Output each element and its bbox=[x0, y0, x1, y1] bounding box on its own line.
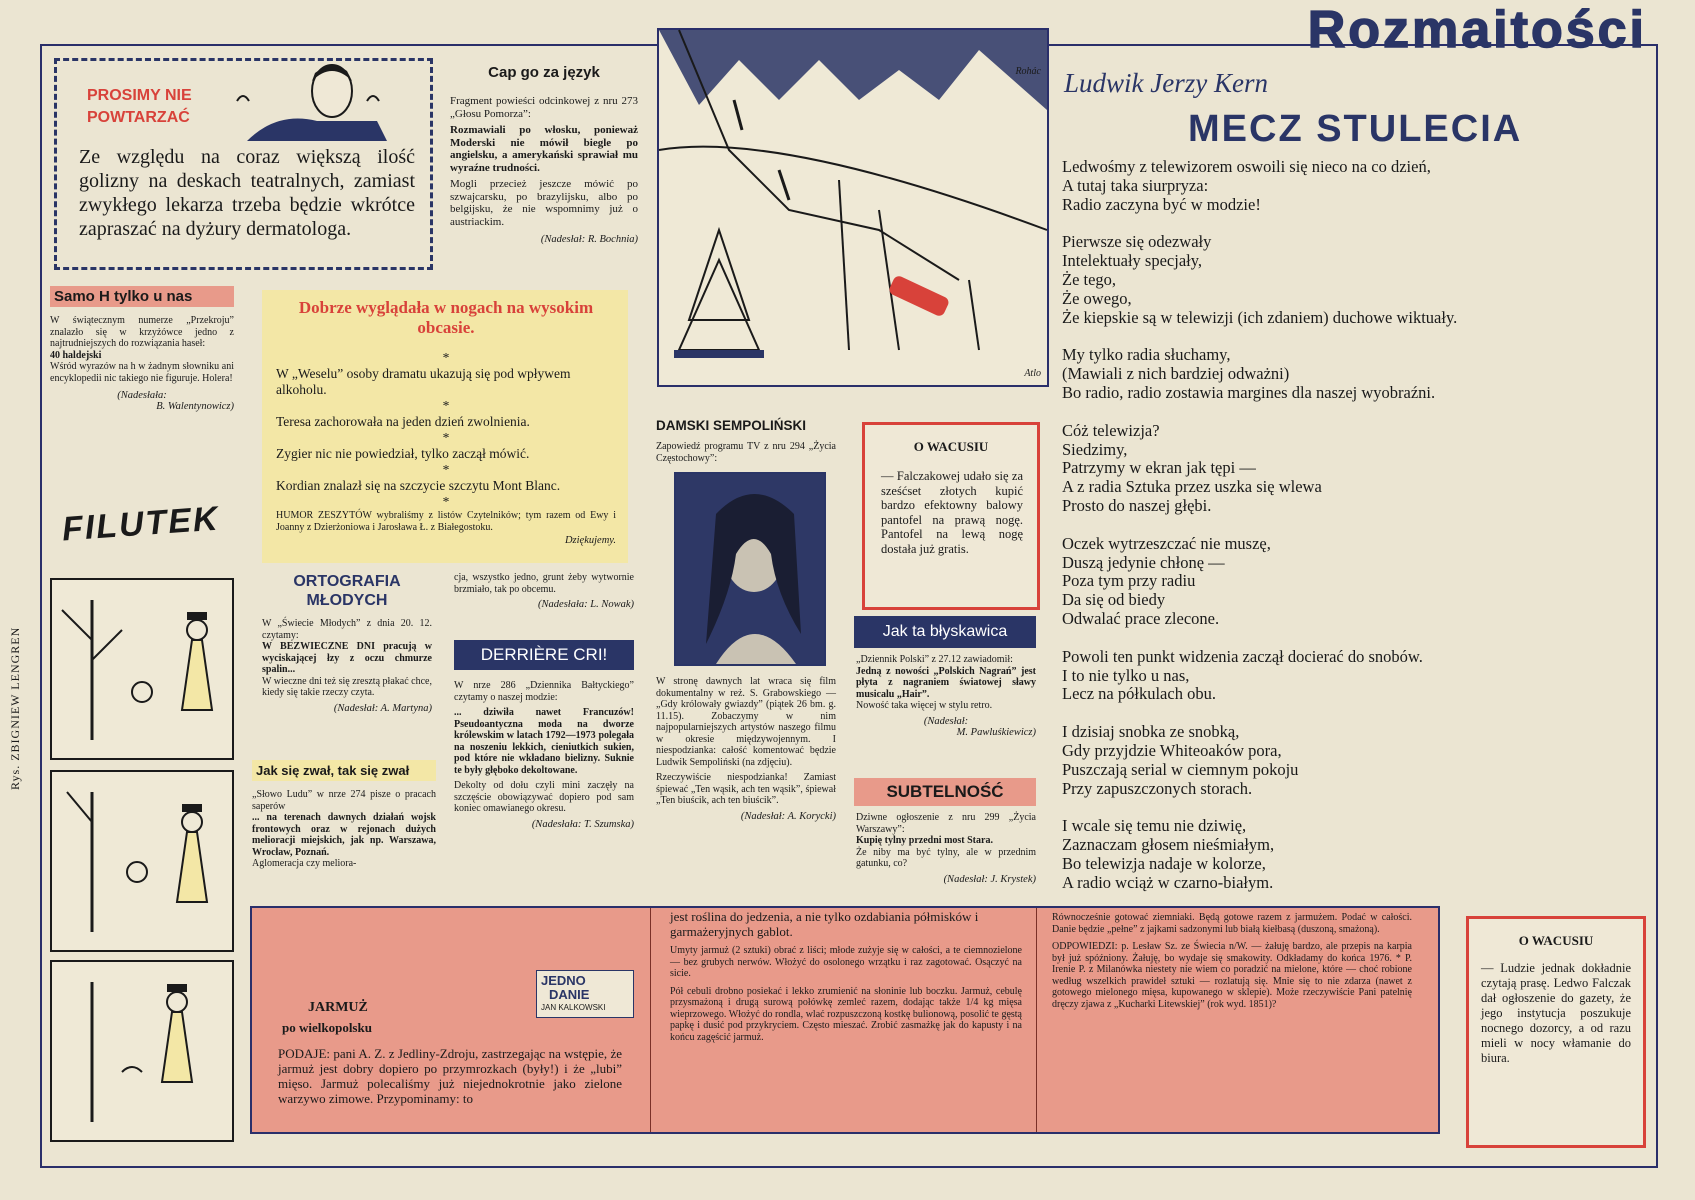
blyskawica-credit-1: (Nadesłał: bbox=[923, 715, 969, 727]
derriere-body: ... dziwiła nawet Francuzów! Pseudoantyczna moda na dworze królewskim w latach 1792—1973 polegała na noszeniu lekkich, cieniutkich sukien, pod które nie wkładano bielizny. Suknie te były głęboko dekoltowane. bbox=[454, 707, 634, 776]
dobrze-items bbox=[276, 350, 616, 549]
poem-line: Gdy przyjdzie Whiteoaków pora, bbox=[1062, 740, 1282, 760]
poem-line: Siedzimy, bbox=[1062, 439, 1128, 459]
ortografia-section bbox=[262, 572, 432, 714]
kern-poem bbox=[1062, 158, 1602, 893]
samo-text-2: Wśród wyrazów na h w żadnym słowniku ani encyklopedii nic takiego nie figuruje. Holera! bbox=[50, 361, 234, 384]
damski-title: DAMSKI SEMPOLIŃSKI bbox=[656, 418, 807, 433]
stanza bbox=[1062, 723, 1602, 798]
wacus-box-2 bbox=[1466, 916, 1646, 1148]
jarmuz-box bbox=[250, 906, 1440, 1134]
ski-lift-drawing bbox=[659, 30, 1047, 385]
cap-section bbox=[450, 64, 638, 245]
samo-credit-1: (Nadesłała: bbox=[117, 390, 167, 401]
damski-credit: (Nadesłał: A. Korycki) bbox=[740, 810, 836, 822]
blyskawica-section bbox=[856, 654, 1036, 738]
jarmuz-title: JARMUŻ bbox=[308, 1000, 368, 1015]
star-divider: * bbox=[442, 398, 450, 413]
dobrze-footer: HUMOR ZESZYTÓW wybraliśmy z listów Czytelników; tym razem od Ewy i Joanny z Dzierżoniowa i Jarosława Ł. z Białegostoku. bbox=[276, 510, 616, 533]
comic-drawing bbox=[52, 580, 232, 758]
poem-line: My tylko radia słuchamy, bbox=[1062, 345, 1231, 365]
derriere-credit: (Nadesłała: T. Szumska) bbox=[531, 818, 634, 830]
subtelnosc-section bbox=[856, 812, 1036, 885]
blyskawica-credit-2: M. Pawluśkiewicz) bbox=[956, 726, 1036, 738]
blyskawica-body: Jedną z nowości „Polskich Nagrań” jest płyta z nagraniem światowej sławy musicalu „Hair”. bbox=[856, 665, 1036, 700]
subtelnosc-text: Że niby ma być tylny, ale w przednim gatunku, co? bbox=[856, 846, 1036, 869]
poem-line: Duszą jedynie chłonę — bbox=[1062, 552, 1225, 572]
side-credit: Rys. ZBIGNIEW LENGREN bbox=[8, 626, 22, 790]
dobrze-item: Kordian znalazł się na szczycie szczytu Mont Blanc. bbox=[276, 478, 561, 493]
cap-body-2: Mogli przecież jeszcze mówić po szwajcarsku, po brazylijsku, albo po belgijsku, że nie wspomnimy już o austriackim. bbox=[450, 178, 638, 228]
kern-author: Ludwik Jerzy Kern bbox=[1064, 68, 1268, 98]
wacus-box-1 bbox=[862, 422, 1040, 610]
poem-line: Intelektuały specjały, bbox=[1062, 251, 1203, 271]
poem-line: Puszczają serial w ciemnym pokoju bbox=[1062, 759, 1299, 779]
poem-line: A radio wciąż w czarno-białym. bbox=[1062, 872, 1274, 892]
damski-text-2: Rzeczywiście niespodzianka! Zamiast śpiewać „Ten wąsik, ach ten wąsik”, śpiewał „Ten biuścik, ach ten biuścik”. bbox=[656, 772, 836, 806]
jak-zwal-tail: Aglomeracja czy meliora- bbox=[252, 858, 357, 869]
poem-line: Prosto do naszej głębi. bbox=[1062, 495, 1212, 515]
jarmuz-col2-intro: jest roślina do jedzenia, a nie tylko ozdabiania półmisków i garmażeryjnych gablot. bbox=[670, 909, 979, 939]
prosimy-title-1: PROSIMY NIE bbox=[87, 87, 192, 104]
poem-line: Odwalać prace zlecone. bbox=[1062, 608, 1220, 628]
illustration-signature-bottom: Atlo bbox=[1024, 368, 1041, 379]
ortografia-continuation bbox=[454, 572, 634, 610]
prosimy-title-2: POWTARZAĆ bbox=[87, 109, 190, 126]
samo-text-1: W świątecznym numerze „Przekroju” znalazło się w krzyżówce jedno z najtrudniejszych do rozwiązania haseł: bbox=[50, 315, 234, 349]
prosimy-text: Ze względu na coraz większą ilość golizny na deskach teatralnych, zamiast zwykłego lekarza trzeba będzie wkrótce zapraszać na dyżury dermatologa. bbox=[79, 146, 415, 240]
poem-line: Da się od biedy bbox=[1062, 590, 1166, 610]
prosimy-box bbox=[54, 58, 433, 270]
comic-panel-1 bbox=[50, 578, 234, 760]
stanza bbox=[1062, 422, 1602, 516]
comic-panel-3 bbox=[50, 960, 234, 1142]
poem-line: I dzisiaj snobka ze snobką, bbox=[1062, 722, 1240, 742]
stanza bbox=[1062, 346, 1602, 402]
poem-line: Oczek wytrzeszczać nie muszę, bbox=[1062, 533, 1271, 553]
poem-line: Lecz na półkulach obu. bbox=[1062, 684, 1216, 704]
jak-zwal-title: Jak się zwał, tak się zwał bbox=[252, 760, 436, 781]
jak-zwal-section bbox=[252, 760, 436, 870]
damski-section bbox=[656, 418, 836, 822]
derriere-text: Dekolty od dołu czyli mini zaczęły na szczęście obowiązywać dopiero pod sam koniec omawianego okresu. bbox=[454, 780, 634, 814]
poem-line: Przy zapuszczonych storach. bbox=[1062, 778, 1253, 798]
jarmuz-col-2 bbox=[670, 910, 1022, 1043]
star-divider: * bbox=[442, 350, 450, 365]
derriere-intro: W nrze 286 „Dziennika Bałtyckiego” czytamy o naszej modzie: bbox=[454, 680, 634, 703]
poem-line: A z radia Sztuka przez uszka się wlewa bbox=[1062, 477, 1322, 497]
illustration-signature-top: Rohác bbox=[1015, 66, 1041, 77]
subtelnosc-title: SUBTELNOŚĆ bbox=[854, 778, 1036, 806]
stanza bbox=[1062, 817, 1602, 892]
samo-credit-2: B. Walentynowicz) bbox=[156, 401, 234, 412]
ortografia-quote: W BEZWIECZNE DNI pracują w wyciskającej łzy z oczu chmurze spalin... bbox=[262, 641, 432, 675]
comic-drawing bbox=[52, 962, 232, 1140]
poem-line: Że tego, bbox=[1062, 269, 1117, 289]
stanza bbox=[1062, 535, 1602, 629]
wacus-text-2: — Ludzie jednak dokładnie czytają prasę. Ledwo Falczak dał ogłoszenie do gazety, że jego instytucja poszukuje nocnego dozorcy, a od razu mieli w nocy włamanie do biura. bbox=[1481, 961, 1631, 1065]
ortografia-credit: (Nadesłał: A. Martyna) bbox=[333, 702, 432, 714]
poem-line: (Mawiali z nich bardziej odważni) bbox=[1062, 364, 1290, 384]
logo-line-1: JEDNO bbox=[541, 973, 586, 988]
damski-text-1: W stronę dawnych lat wraca się film dokumentalny w reż. S. Grabowskiego — „Gdy królowały gwiazdy” (piątek 26 bm. g. 11.15). Zobaczymy w nim najpopularniejszych artystów naszego filmu w okresie międzywojennym. I niespodzianka: całość komentować będzie Ludwik Sempoliński (na zdjęciu). bbox=[656, 676, 836, 768]
poem-line: Radio zaczyna być w modzie! bbox=[1062, 194, 1261, 214]
logo-line-2: DANIE bbox=[549, 987, 590, 1002]
poem-line: I to nie tylko u nas, bbox=[1062, 665, 1190, 685]
poem-line: Cóż telewizja? bbox=[1062, 420, 1160, 440]
poem-line: Zaznaczam głosem nieśmiałym, bbox=[1062, 835, 1275, 855]
dobrze-item: W „Weselu” osoby dramatu ukazują się pod wpływem alkoholu. bbox=[276, 366, 571, 397]
subtelnosc-intro: Dziwne ogłoszenie z nru 299 „Życia Warszawy”: bbox=[856, 812, 1036, 835]
jarmuz-col-3 bbox=[1052, 912, 1412, 1010]
portrait-image bbox=[676, 474, 824, 664]
poem-line: A tutaj taka siurpryza: bbox=[1062, 175, 1209, 195]
samo-answer: 40 haldejski bbox=[50, 349, 102, 361]
poem-line: I wcale się temu nie dziwię, bbox=[1062, 816, 1247, 836]
stanza bbox=[1062, 158, 1602, 214]
jarmuz-col3-text: Równocześnie gotować ziemniaki. Będą gotowe razem z jarmużem. Podać w całości. Danie będzie „pełne” z jajkami sadzonymi lub białą kiełbasą (duszoną, smażoną). bbox=[1052, 912, 1412, 935]
ortografia-cont: cja, wszystko jedno, grunt żeby wytwornie brzmiało, tak po obcemu. bbox=[454, 572, 634, 595]
comic-drawing bbox=[52, 772, 232, 950]
star-divider: * bbox=[442, 494, 450, 509]
dobrze-box bbox=[262, 290, 628, 563]
jarmuz-divider bbox=[1036, 908, 1037, 1132]
ortografia-text-2: W wieczne dni też się zresztą płakać chce, kiedy się takie rzeczy czyta. bbox=[262, 675, 432, 698]
poem-line: Poza tym przy radiu bbox=[1062, 571, 1196, 591]
ortografia-cont-credit: (Nadesłała: L. Nowak) bbox=[538, 599, 634, 610]
poem-line: Patrzymy w ekran jak tępi — bbox=[1062, 458, 1256, 478]
subtelnosc-credit: (Nadesłał: J. Krystek) bbox=[943, 873, 1036, 885]
cap-body-1: Rozmawiali po włosku, ponieważ Moderski nie mówił biegle po angielsku, a amerykański sprawiał mu wyraźne trudności. bbox=[450, 124, 638, 174]
jarmuz-divider bbox=[650, 908, 651, 1132]
comic-panel-2 bbox=[50, 770, 234, 952]
wacus-text-1: — Falczakowej udało się za sześćset złotych kupić bardzo efektowny balowy pantofel na prawą nogę. Pantofel na lewą nogę dostała już gratis. bbox=[881, 469, 1023, 556]
jarmuz-col2-step2: Pół cebuli drobno posiekać i lekko zrumienić na słoninie lub boczku. Jarmuż, cebulę przysmażoną i drugą surową połówkę zemleć razem, dodając także 1/4 kg mięsa wieprzowego. Włożyć do rondla, wlać rozpuszczoną kostkę bulionową, posolić te gęstą papkę i dusić pod przykryciem. Często mieszać. Zrobić zasmażkę jak do kapusty i na końcu zagęścić jarmuż. bbox=[670, 985, 1022, 1043]
star-divider: * bbox=[442, 462, 450, 477]
theater-caricature bbox=[217, 61, 417, 146]
derriere-title: DERRIÈRE CRI! bbox=[454, 640, 634, 670]
derriere-section bbox=[454, 680, 634, 830]
filutek-logo: FILUTEK bbox=[60, 499, 221, 549]
jarmuz-col3-answers: ODPOWIEDZI: p. Lesław Sz. ze Świecia n/W. — żałuję bardzo, ale przepis na karpia był już spóźniony. Żałuję, bo wydaje się smakowity. Odkładamy do końca 1976. * P. Irenie P. z Milanówka niestety nie wiem co poradzić na mielone, które — choć robione według wszelkich prawideł sztuki — rozlatują się. Mnie się to nie zdarza (nawet z gotowego mielonego mięsa, kupowanego w sklepie). Może rzeczywiście Pani patelnię dręczy zjawa z „Kucharki Litewskiej” (rok wyd. 1851)? bbox=[1052, 941, 1412, 1010]
kern-title: MECZ STULECIA bbox=[1188, 108, 1523, 150]
jarmuz-col2-step1: Umyty jarmuż (2 sztuki) obrać z liści; młode zużyje się w całości, a te ciemnozielone — bez grubych nerwów. Włożyć do osolonego wrzątku i raz zagotować. Osączyć na sicie. bbox=[670, 945, 1022, 979]
wacus-title-1: O WACUSIU bbox=[913, 439, 989, 454]
subtelnosc-body: Kupię tylny przedni most Stara. bbox=[856, 835, 993, 846]
dobrze-item: Teresa zachorowała na jeden dzień zwolnienia. bbox=[276, 414, 530, 429]
stanza bbox=[1062, 648, 1602, 704]
cap-intro: Fragment powieści odcinkowej z nru 273 „Głosu Pomorza”: bbox=[450, 95, 638, 120]
sempolinski-photo bbox=[674, 472, 826, 666]
samo-section bbox=[50, 286, 234, 412]
dobrze-thanks: Dziękujemy. bbox=[564, 535, 616, 546]
jak-zwal-intro: „Słowo Ludu” w nrze 274 pisze o pracach saperów bbox=[252, 789, 436, 812]
ortografia-title: ORTOGRAFIA MŁODYCH bbox=[293, 573, 401, 609]
jarmuz-subtitle: po wielkopolsku bbox=[282, 1020, 372, 1035]
star-divider: * bbox=[442, 430, 450, 445]
ortografia-text-1: W „Świecie Młodych” z dnia 20. 12. czytamy: bbox=[262, 618, 432, 641]
cap-title: Cap go za język bbox=[488, 64, 600, 81]
dobrze-item: Zygier nic nie powiedział, tylko zaczął mówić. bbox=[276, 446, 530, 461]
ski-illustration bbox=[657, 28, 1049, 387]
samo-title: Samo H tylko u nas bbox=[50, 286, 234, 307]
blyskawica-text: Nowość taka więcej w stylu retro. bbox=[856, 700, 993, 711]
dobrze-title: Dobrze wyglądała w nogach na wysokim obcasie. bbox=[298, 298, 594, 337]
poem-line: Bo telewizja nadaje w kolorze, bbox=[1062, 853, 1266, 873]
poem-line: Powoli ten punkt widzenia zaczął docierać do snobów. bbox=[1062, 646, 1423, 666]
wacus-title-2: O WACUSIU bbox=[1518, 933, 1594, 948]
poem-line: Że owego, bbox=[1062, 288, 1132, 308]
poem-line: Bo radio, radio zostawia margines dla naszej wyobraźni. bbox=[1062, 382, 1436, 402]
cap-credit: (Nadesłał: R. Bochnia) bbox=[540, 234, 638, 245]
poem-line: Pierwsze się odezwały bbox=[1062, 232, 1212, 252]
poem-line: Że kiepskie są w telewizji (ich zdaniem) duchowe wiktuały. bbox=[1062, 307, 1458, 327]
jedno-danie-logo bbox=[536, 970, 634, 1018]
stanza bbox=[1062, 233, 1602, 327]
jarmuz-col-1: PODAJE: pani A. Z. z Jedliny-Zdroju, zastrzegając na wstępie, że jarmuż jest dobry dopiero po przymrozkach (były!) i że „lubi” mięso. Jarmuż polecaliśmy już niejednokrotnie jako zielone warzywo zimowe. Przypominamy: to bbox=[278, 1046, 622, 1106]
damski-intro: Zapowiedź programu TV z nru 294 „Życia Częstochowy”: bbox=[656, 441, 836, 464]
logo-author: JAN KALKOWSKI bbox=[541, 1003, 606, 1012]
blyskawica-title: Jak ta błyskawica bbox=[854, 616, 1036, 648]
masthead-title: Rozmaitości bbox=[1307, 1, 1647, 59]
blyskawica-intro: „Dziennik Polski” z 27.12 zawiadomił: bbox=[856, 654, 1013, 665]
poem-line: Ledwośmy z telewizorem oswoili się nieco na co dzień, bbox=[1062, 157, 1431, 176]
jak-zwal-body: ... na terenach dawnych działań wojsk frontowych oraz w rejonach dużych melioracji miejskich, jak np. Warszawa, Wrocław, Poznań. bbox=[252, 812, 436, 858]
